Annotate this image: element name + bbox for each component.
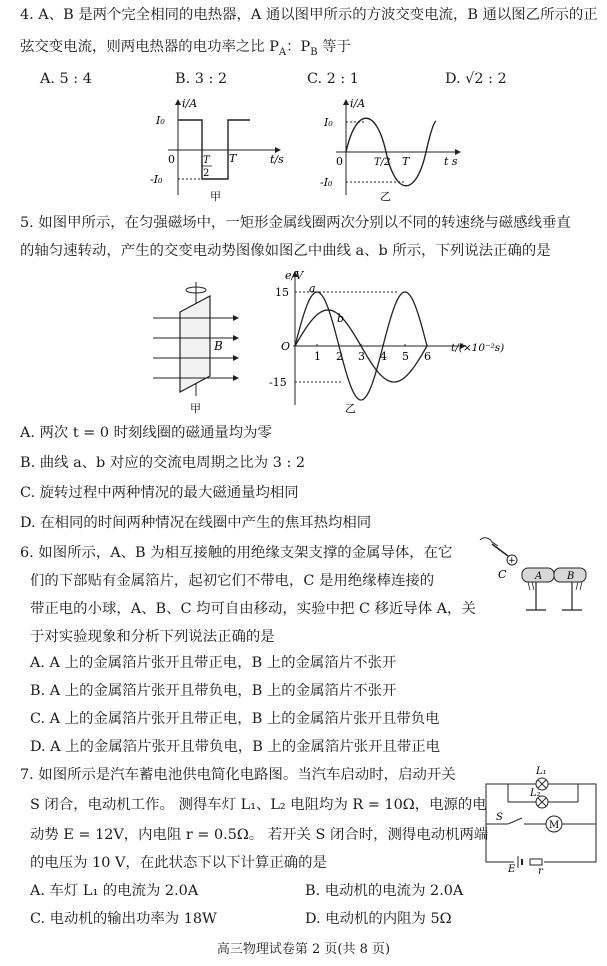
q5-x-label: t/(×10⁻²s) xyxy=(451,342,505,354)
q6-stem-line2: 们的下部贴有金属箔片，起初它们不带电，C 是用绝缘棒连接的 xyxy=(30,573,435,589)
q7-m-label: M xyxy=(549,820,560,831)
q6-foil-b xyxy=(576,582,582,590)
q7-resistor-r xyxy=(530,859,542,865)
q4-jia-x-label: t/s xyxy=(270,153,284,166)
q7-stem-line1: 7. 如图所示是汽车蓄电池供电简化电路图。当汽车启动时，启动开关 xyxy=(20,767,456,783)
q6-stem-line4: 于对实验现象和分析下列说法正确的是 xyxy=(30,629,275,645)
q6-figure xyxy=(478,532,598,622)
q4-jia-period: T xyxy=(229,152,237,165)
q7-stem-line3: 动势 E = 12V，内电阻 r = 0.5Ω。 若开关 S 闭合时，测得电动机两端 xyxy=(30,827,489,843)
q4-jia-pos-label: I₀ xyxy=(156,114,165,127)
q5-option-b[interactable]: B. 曲线 a、b 对应的交流电周期之比为 3 : 2 xyxy=(20,455,306,471)
q6-option-c[interactable]: C. A 上的金属箔片张开且带正电，B 上的金属箔片张开且带负电 xyxy=(30,711,440,727)
q5-x-tick-label: 6 xyxy=(424,350,431,363)
q4-stem-end: 等于 xyxy=(317,39,351,55)
q4-yi-y-label: i/A xyxy=(350,97,366,110)
q5-x-tick-label: 5 xyxy=(402,350,409,363)
q5-x-tick-label: 4 xyxy=(380,350,387,363)
q4-option-d[interactable]: D. √2 : 2 xyxy=(445,71,507,87)
q5-origin: O xyxy=(281,340,291,353)
q4-yi-period: T xyxy=(402,155,410,168)
q6-stem-line1: 6. 如图所示，A、B 为相互接触的用绝缘支架支撑的金属导体，在它 xyxy=(20,545,453,561)
q7-s-label: S xyxy=(496,812,503,823)
q7-r-label: r xyxy=(538,866,543,877)
q5-curve-b-label: b xyxy=(337,312,345,325)
q5-figure-yi-chart xyxy=(265,270,525,420)
q4-jia-half-num: T xyxy=(203,155,210,166)
q4-jia-y-label: i/A xyxy=(182,97,198,110)
q6-a-label: A xyxy=(535,571,543,582)
q5-x-tick-label: 1 xyxy=(314,350,321,363)
q6-option-d[interactable]: D. A 上的金属箔片张开且带负电，B 上的金属箔片张开且带正电 xyxy=(30,739,441,755)
q7-switch-s[interactable] xyxy=(508,818,522,824)
q4-yi-caption: 乙 xyxy=(380,190,391,203)
q6-insulating-rod xyxy=(492,544,508,556)
q7-stem-line2: S 闭合，电动机工作。 测得车灯 L₁、L₂ 电阻均为 R = 10Ω，电源的电 xyxy=(30,797,487,813)
q6-stands xyxy=(526,582,582,610)
q4-sub-a: A xyxy=(278,46,287,58)
q4-option-c[interactable]: C. 2 : 1 xyxy=(307,71,359,87)
q5-curve-a-label: a xyxy=(309,282,316,295)
q5-stem-line1: 5. 如图甲所示，在匀强磁场中，一矩形金属线圈两次分别以不同的转速绕与磁感线垂直 xyxy=(20,215,571,231)
q4-figure-jia xyxy=(150,95,300,205)
q5-stem-line2: 的轴匀速转动，产生的交变电动势图像如图乙中曲线 a、b 所示，下列说法正确的是 xyxy=(20,243,551,259)
q4-yi-neg-label: -I₀ xyxy=(320,176,333,189)
q4-yi-pos-label: I₀ xyxy=(324,116,333,129)
q5-x-tick-label: 3 xyxy=(358,350,365,363)
q5-option-c[interactable]: C. 旋转过程中两种情况的最大磁通量均相同 xyxy=(20,485,299,501)
q7-l1-label: L₁ xyxy=(536,766,547,777)
q4-jia-caption: 甲 xyxy=(210,190,221,203)
q6-option-a[interactable]: A. A 上的金属箔片张开且带正电，B 上的金属箔片不张开 xyxy=(30,655,397,671)
q4-jia-neg-label: -I₀ xyxy=(150,173,163,186)
q6-foil-a xyxy=(528,582,534,590)
q4-sub-b: B xyxy=(310,46,318,58)
q5-b-label: B xyxy=(214,339,223,353)
q4-figure-yi xyxy=(320,95,480,205)
q6-option-b[interactable]: B. A 上的金属箔片张开且带负电，B 上的金属箔片不张开 xyxy=(30,683,397,699)
q5-jia-caption: 甲 xyxy=(190,402,201,415)
q7-option-b[interactable]: B. 电动机的电流为 2.0A xyxy=(305,883,464,899)
q4-jia-origin: 0 xyxy=(168,153,175,166)
q6-b-label: B xyxy=(567,571,575,582)
q7-e-label: E xyxy=(508,864,516,875)
q5-top-label: 15 xyxy=(275,286,289,299)
q7-circuit-figure xyxy=(478,764,603,877)
q5-x-tick-label: 2 xyxy=(336,350,343,363)
q7-option-a[interactable]: A. 车灯 L₁ 的电流为 2.0A xyxy=(30,883,199,899)
q4-yi-origin: 0 xyxy=(336,155,343,168)
q4-stem-text: 弦交变电流，则两电热器的电功率之比 P xyxy=(20,39,279,55)
q4-yi-half: T/2 xyxy=(374,157,391,168)
q5-figure-jia xyxy=(148,276,258,416)
q4-jia-half-den: 2 xyxy=(203,168,210,179)
q4-stem-line2 xyxy=(20,36,351,64)
q7-option-d[interactable]: D. 电动机的内阻为 5Ω xyxy=(305,911,452,927)
q5-y-label: e/V xyxy=(285,269,304,282)
q5-option-a[interactable]: A. 两次 t = 0 时刻线圈的磁通量均为零 xyxy=(20,425,272,441)
q6-plus-sign: + xyxy=(508,556,516,566)
q4-yi-x-label: t s xyxy=(444,155,458,168)
page-footer: 高三物理试卷第 2 页(共 8 页) xyxy=(216,942,391,957)
q4-option-b[interactable]: B. 3 : 2 xyxy=(175,71,228,87)
q6-hand-icon xyxy=(480,538,498,546)
q6-stem-line3: 带正电的小球，A、B、C 均可自由移动，实验中把 C 移近导体 A，关 xyxy=(30,601,476,617)
q7-l2-label: L₂ xyxy=(530,788,541,799)
q5-bottom-label: -15 xyxy=(269,376,287,389)
q5-option-d[interactable]: D. 在相同的时间两种情况在线圈中产生的焦耳热均相同 xyxy=(20,515,372,531)
q4-stem-line1: 4. A、B 是两个完全相同的电热器，A 通以图甲所示的方波交变电流，B 通以图乙所示的正 xyxy=(20,7,598,23)
q6-c-label: C xyxy=(498,568,507,581)
q4-stem-mid: ：P xyxy=(286,39,311,55)
q7-stem-line4: 的电压为 10 V，在此状态下以下计算正确的是 xyxy=(30,855,327,871)
q7-option-c[interactable]: C. 电动机的输出功率为 18W xyxy=(30,911,217,927)
q5-yi-caption: 乙 xyxy=(345,402,356,415)
q4-option-a[interactable]: A. 5 : 4 xyxy=(40,71,92,87)
